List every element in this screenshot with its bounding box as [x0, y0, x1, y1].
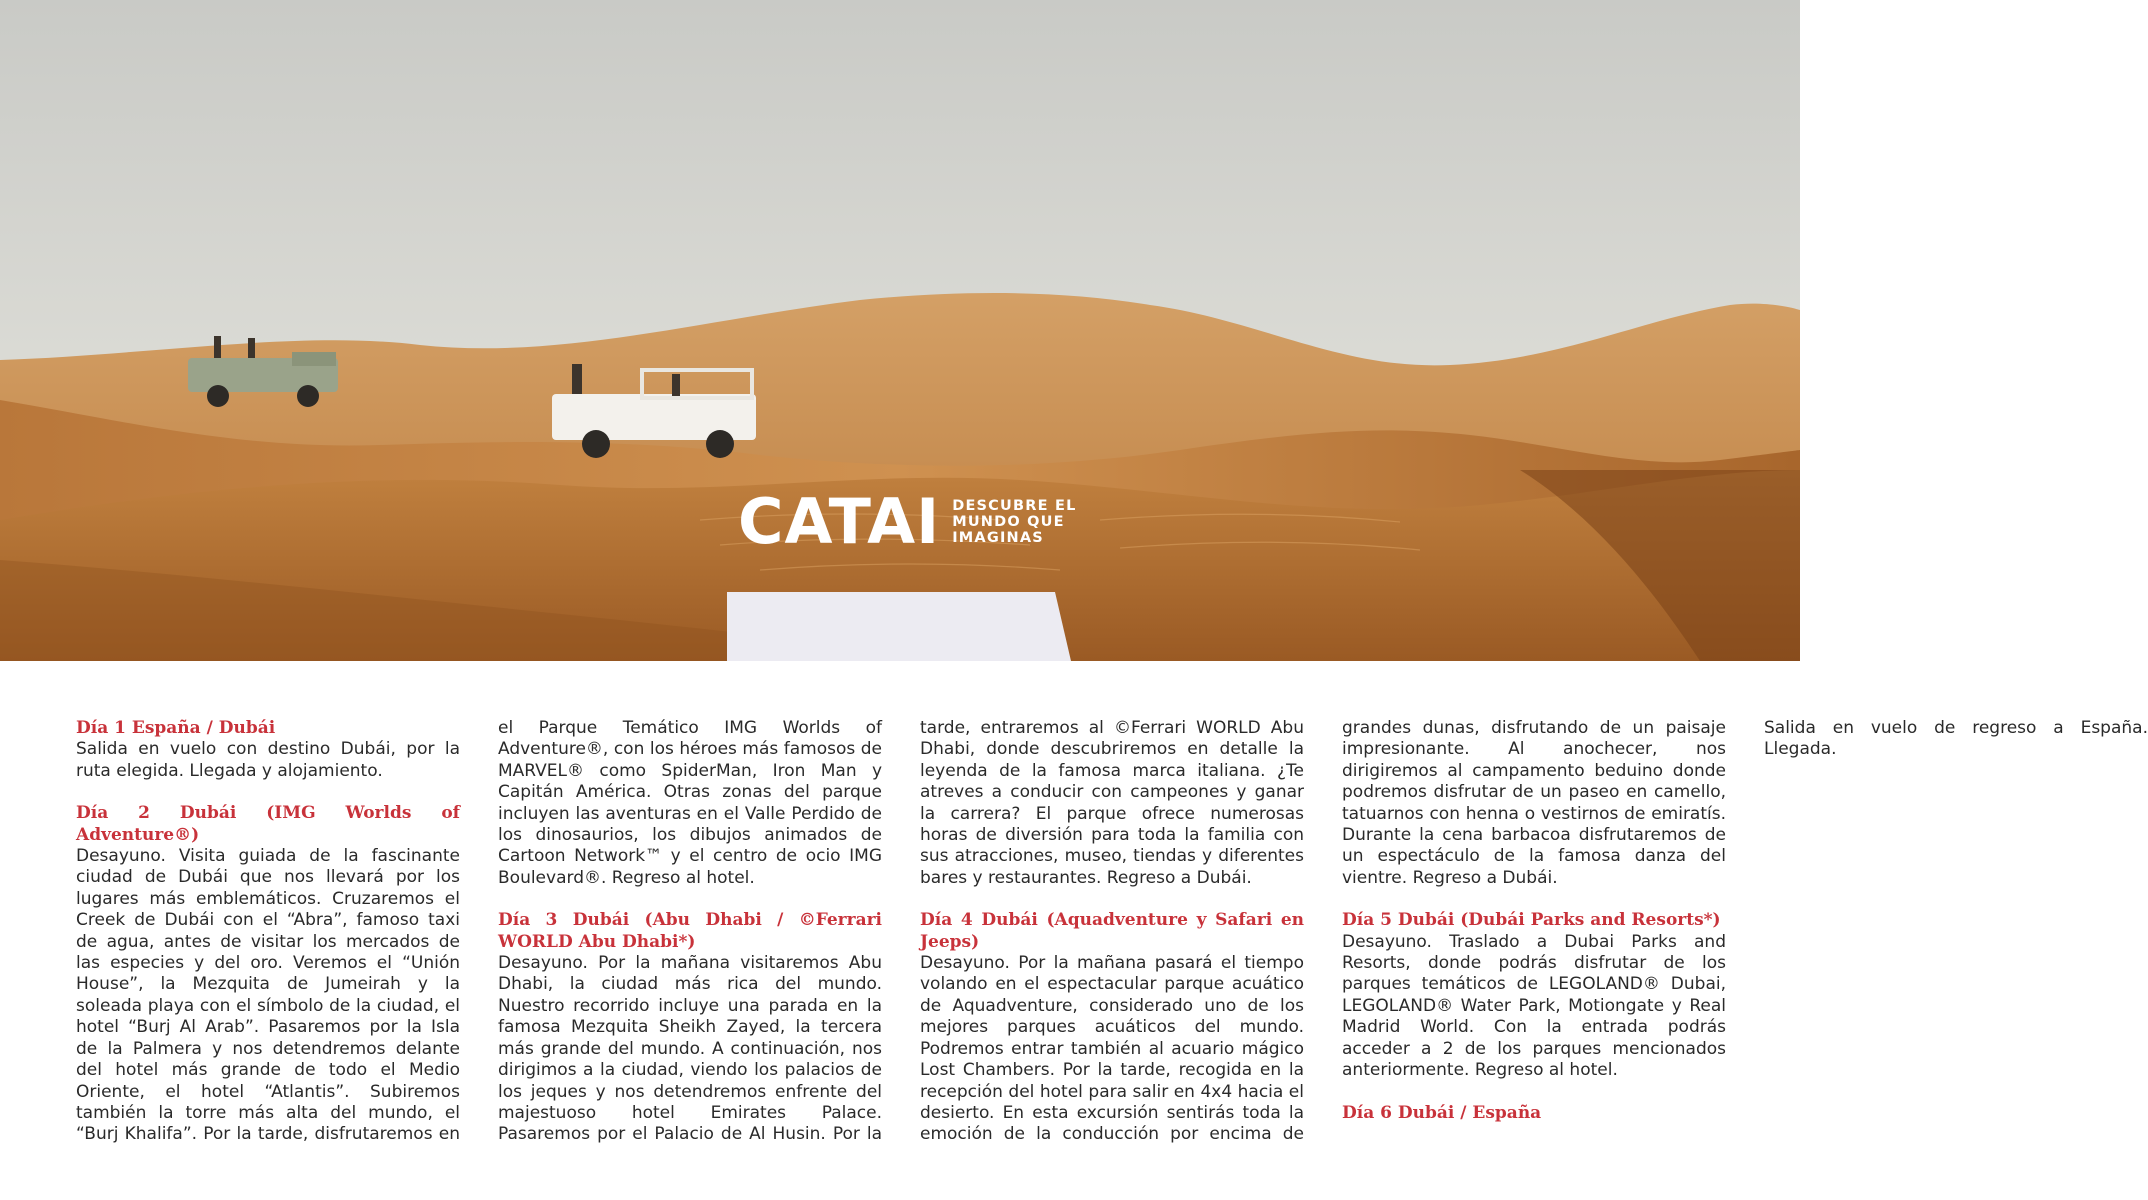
- tagline-line-1: DESCUBRE EL: [952, 498, 1077, 514]
- day-5-text: Desayuno. Traslado a Dubai Parks and Resorts, donde podrás disfrutar de los parques temáticos de LEGOLAND® Dubai, LEGOLAND® Water Park, Motiongate y Real Madrid World. Con la entrada podrás acceder a 2 de los parques mencionados anteriormente. Regreso al hotel.: [1342, 931, 1726, 1081]
- day-4-title: Día 4 Dubái (Aquadventure y Safari en Jeeps): [920, 910, 1304, 952]
- catai-logo: [738, 485, 1077, 558]
- logo-wordmark: CATAI: [738, 485, 941, 558]
- hero-desert-photo: [0, 0, 1800, 661]
- day-6-title: Día 6 Dubái / España: [1342, 1102, 1542, 1123]
- tagline-line-3: IMAGINAS: [952, 530, 1044, 546]
- day-3-text: Desayuno. Por la mañana visitaremos Abu Dhabi, la ciudad más rica del mundo. Nuestro recorrido incluye una parada en la famosa Mezquita Sheikh Zayed, la tercera más grande del mundo. A continuación, nos dirigimos a la ciudad, viendo los palacios de los jeques y nos detendremos enfrente del majestuoso hotel Emirates Palace. Pasaremos por el Palacio de Al Husin. Por la tarde, entraremos al ©Ferrari WORLD Abu Dhabi, donde descubriremos en detalle la leyenda de la famosa marca italiana. ¿Te atreves a conducir con campeones y ganar la carrera? El parque ofrece numerosas horas de diversión para toda la familia con sus atracciones, museo, tiendas y diferentes bares y restaurantes. Regreso a Dubái.: [498, 718, 1304, 1145]
- day-2-text: Desayuno. Visita guiada de la fascinante ciudad de Dubái que nos llevará por los lugares más emblemáticos. Cruzaremos el Creek de Dubái con el “Abra”, famoso taxi de agua, antes de visitar los mercados de las especies y del oro. Veremos el “Unión House”, la Mezquita de Jumeirah y la soleada playa con el símbolo de la ciudad, el hotel “Burj Al Arab”. Pasaremos por la Isla de la Palmera y nos detendremos delante del hotel más grande de todo el Medio Oriente, el hotel “Atlantis”. Subiremos también la torre más alta del mundo, el “Burj Khalifa”. Por la tarde, disfrutaremos en el Parque Temático IMG Worlds of Adventure®, con los héroes más famosos de MARVEL® como SpiderMan, Iron Man y Capitán América. Otras zonas del parque incluyen las aventuras en el Valle Perdido de los dinosaurios, los dibujos animados de Cartoon Network™ y el centro de ocio IMG Boulevard®. Regreso al hotel.: [76, 718, 882, 1145]
- itinerary: [76, 718, 2148, 1148]
- day-1-text: Salida en vuelo con destino Dubái, por la ruta elegida. Llegada y alojamiento.: [76, 739, 460, 781]
- logo-tagline: [952, 498, 1076, 546]
- day-6-text: Salida en vuelo de regreso a España. Llegada.: [1764, 718, 2148, 760]
- tagline-line-2: MUNDO QUE: [952, 514, 1065, 530]
- day-1-title: Día 1 España / Dubái: [76, 718, 276, 738]
- day-4-text: Desayuno. Por la mañana pasará el tiempo volando en el espectacular parque acuático de Aquadventure, considerado uno de los mejores parques acuáticos del mundo. Podremos entrar también al acuario mágico Lost Chambers. Por la tarde, recogida en la recepción del hotel para salir en 4x4 hacia el desierto. En esta excursión sentirás toda la emoción de la conducción por encima de grandes dunas, disfrutando de un paisaje impresionante. Al anochecer, nos dirigiremos al campamento beduino donde podremos disfrutar de un paseo en camello, tatuarnos con henna o vestirnos de emiratís. Durante la cena barbacoa disfrutaremos de un espectáculo de la famosa danza del vientre. Regreso a Dubái.: [920, 718, 1726, 1145]
- day-5-title: Día 5 Dubái (Dubái Parks and Resorts*): [1342, 910, 1721, 931]
- page-tab: [727, 592, 1071, 661]
- day-2-title: Día 2 Dubái (IMG Worlds of Adventure®): [76, 803, 460, 845]
- day-3-title: Día 3 Dubái (Abu Dhabi / ©Ferrari WORLD Abu Dhabi*): [498, 910, 882, 952]
